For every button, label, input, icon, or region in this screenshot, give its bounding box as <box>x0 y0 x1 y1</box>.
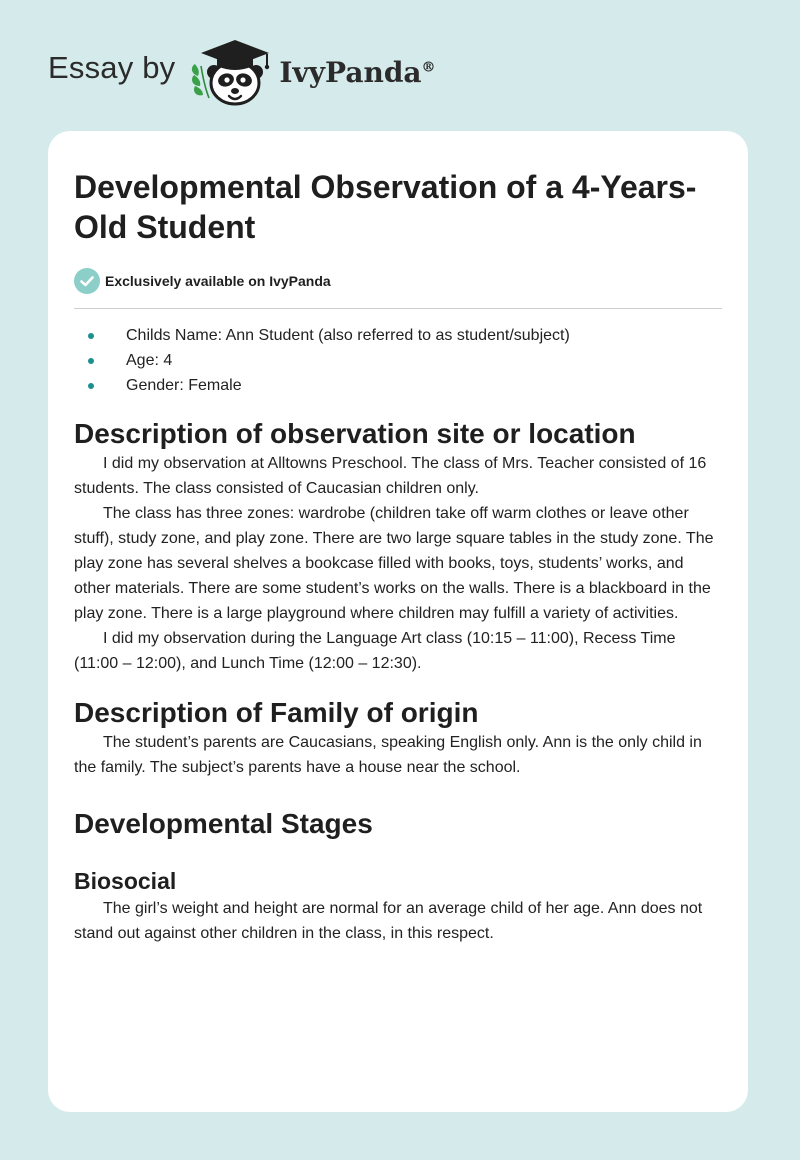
subsection-heading-biosocial: Biosocial <box>74 868 177 894</box>
site-header <box>48 36 436 108</box>
exclusive-badge <box>74 267 722 295</box>
panda-graduate-icon[interactable] <box>189 36 275 108</box>
bullet-icon <box>88 333 94 339</box>
paragraph: The class has three zones: wardrobe (children take off warm clothes or leave other stuff), study zone, and play zone. There are two large square tables in the study zone. The play zone has several shelves a bookcase filled with books, toys, students’ works, and other materials. There are some student’s works on the walls. There is a blackboard in the play zone. There is a large playground where children may fulfill a variety of activities. <box>74 505 714 622</box>
section-heading-stages: Developmental Stages <box>74 808 373 839</box>
list-item: Gender: Female <box>74 373 722 398</box>
registered-mark: ® <box>421 59 436 76</box>
paragraph: The student’s parents are Caucasians, speaking English only. Ann is the only child in the family. The subject’s parents have a house near the school. <box>74 734 702 776</box>
page-title: Developmental Observation of a 4-Years-Old Student <box>74 169 697 245</box>
section-heading-site: Description of observation site or location <box>74 418 636 449</box>
brand-name: IvyPanda® <box>279 55 436 89</box>
article-card <box>48 131 748 1112</box>
section-heading-family: Description of Family of origin <box>74 697 479 728</box>
paragraph: The girl’s weight and height are normal for an average child of her age. Ann does not stand out against other children in the class, in this respect. <box>74 900 703 942</box>
student-facts-list <box>74 323 722 398</box>
exclusive-badge-label: Exclusively available on IvyPanda <box>105 273 331 289</box>
divider <box>74 308 722 309</box>
check-circle-icon <box>74 268 100 294</box>
paragraph: I did my observation at Alltowns Preschool. The class of Mrs. Teacher consisted of 16 students. The class consisted of Caucasian children only. <box>74 455 707 497</box>
essay-by-label: Essay by <box>48 50 176 85</box>
bullet-icon <box>88 358 94 364</box>
bullet-icon <box>88 383 94 389</box>
list-item: Age: 4 <box>74 348 722 373</box>
list-item: Childs Name: Ann Student (also referred to as student/subject) <box>74 323 722 348</box>
paragraph: I did my observation during the Language Art class (10:15 – 11:00), Recess Time (11:00 – 12:00), and Lunch Time (12:00 – 12:30). <box>74 630 676 672</box>
